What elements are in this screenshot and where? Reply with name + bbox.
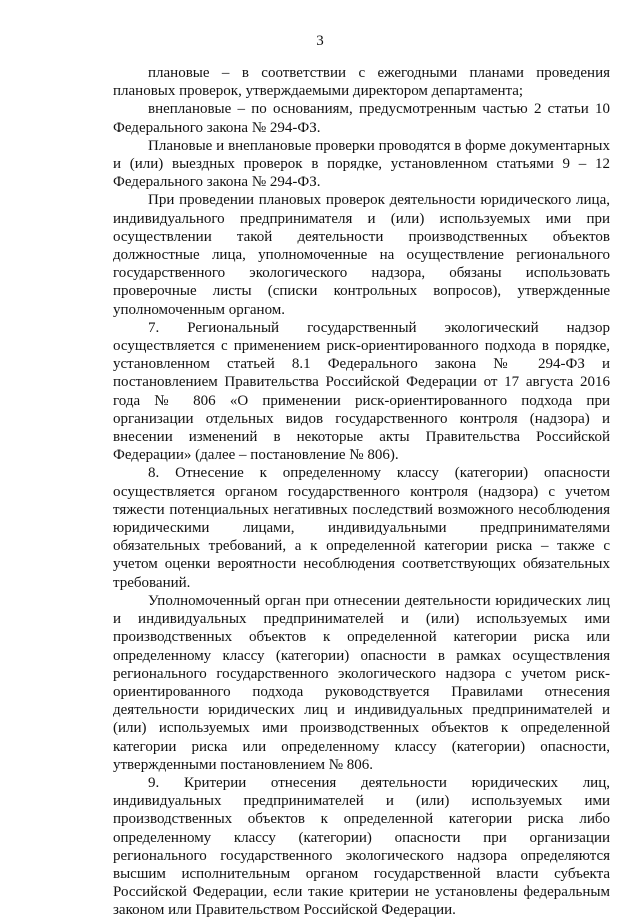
- paragraph-item-7: 7. Региональный государственный экологический надзор осуществляется с применением риск-ориентированного подхода в порядке, установленном статьей 8.1 Федерального закона № 294-ФЗ и постановлением Правительства Российской Федерации от 17 августа 2016 года № 806 «О применении риск-ориентированного подхода при организации отдельных видов государственного контроля (надзора) и внесении изменений в некоторые акты Правительства Российской Федерации» (далее – постановление № 806).: [113, 319, 610, 464]
- document-body: [113, 64, 610, 920]
- paragraph-risk-category-rules: Уполномоченный орган при отнесении деятельности юридических лиц и индивидуальных предпринимателей и (или) используемых ими производственных объектов к определенной категории риска или определенному классу (категории) опасности в рамках осуществления регионального государственного экологического надзора с учетом риск-ориентированного подхода руководствуется Правилами отнесения деятельности юридических лиц и индивидуальных предпринимателей и (или) используемых ими производственных объектов к определенной категории риска или определенному классу (категории) опасности, утвержденными постановлением № 806.: [113, 592, 610, 773]
- paragraph-item-8: 8. Отнесение к определенному классу (категории) опасности осуществляется органом государственного контроля (надзора) с учетом тяжести потенциальных негативных последствий возможного несоблюдения юридическими лицами, индивидуальными предпринимателями обязательных требований, а к определенной категории риска – также с учетом оценки вероятности несоблюдения соответствующих обязательных требований.: [113, 465, 610, 591]
- paragraph-inspection-forms: Плановые и внеплановые проверки проводятся в форме документарных и (или) выездных проверок в порядке, установленном статьями 9 – 12 Федерального закона № 294-ФЗ.: [113, 137, 610, 191]
- paragraph-item-9: 9. Критерии отнесения деятельности юридических лиц, индивидуальных предпринимателей и (или) используемых ими производственных объектов к определенной категории риска либо определенному классу (категории) опасности при организации регионального государственного экологического надзора определяются высшим исполнительным органом государственной власти субъекта Российской Федерации, если такие критерии не установлены федеральным законом или Правительством Российской Федерации.: [113, 774, 610, 919]
- paragraph-checklists: При проведении плановых проверок деятельности юридического лица, индивидуального предпринимателя и (или) используемых ими при осуществлении такой деятельности производственных объектов должностные лица, уполномоченные на осуществление регионального государственного экологического надзора, обязаны использовать проверочные листы (списки контрольных вопросов), утвержденные уполномоченным органом.: [113, 192, 610, 318]
- paragraph-planned-inspections: плановые – в соответствии с ежегодными планами проведения плановых проверок, утверждаемыми директором департамента;: [113, 65, 610, 100]
- page-number: 3: [316, 33, 324, 49]
- paragraph-unplanned-inspections: внеплановые – по основаниям, предусмотренным частью 2 статьи 10 Федерального закона № 294-ФЗ.: [113, 101, 610, 136]
